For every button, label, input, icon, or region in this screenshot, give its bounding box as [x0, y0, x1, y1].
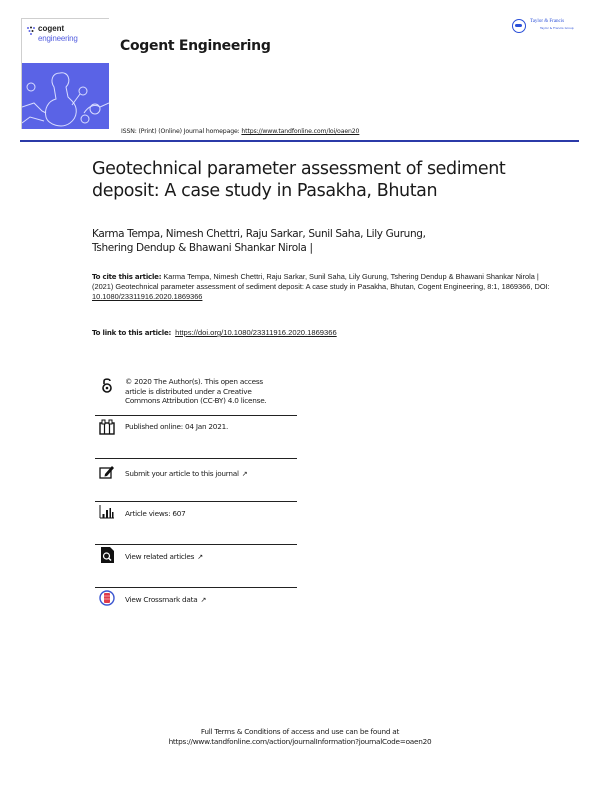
related-articles-item[interactable] — [95, 545, 297, 588]
cite-label: To cite this article: — [92, 273, 162, 281]
related-articles-link[interactable]: View related articles ↗ — [125, 552, 203, 561]
edit-icon — [99, 464, 115, 480]
journal-homepage-link[interactable]: https://www.tandfonline.com/loi/oaen20 — [241, 128, 360, 135]
footer-terms-text: Full Terms & Conditions of access and use can be found at — [200, 727, 400, 736]
cite-text: Karma Tempa, Nimesh Chettri, Raju Sarkar, Sunil Saha, Lily Gurung, Tshering Dendup & Bhawani Shankar Nirola | (2021) Geotechnical parameter assessment of sediment deposit: A case study in Pasakha, Bhutan, Cogent Engineering, 8:1, 1869366, DOI: — [92, 272, 550, 292]
tf-logo-text: Taylor & Francis — [530, 19, 565, 24]
footer — [0, 727, 600, 747]
tf-logo-subtext: Taylor & Francis Group — [540, 26, 574, 30]
external-link-icon: ↗ — [200, 596, 207, 604]
submit-article-link[interactable]: Submit your article to this journal ↗ — [125, 469, 248, 478]
published-date: Published online: 04 Jan 2021. — [125, 422, 229, 431]
cover-logo-text: cogent — [38, 24, 65, 33]
crossmark-item[interactable] — [95, 588, 297, 620]
external-link-icon: ↗ — [241, 470, 248, 478]
authors-line1: Karma Tempa, Nimesh Chettri, Raju Sarkar, Sunil Saha, Lily Gurung, — [92, 228, 426, 240]
molecule-illustration-icon — [22, 63, 109, 129]
cite-doi-link[interactable]: 10.1080/23311916.2020.1869366 — [92, 292, 203, 302]
author-list — [92, 228, 562, 255]
issn-line — [121, 128, 359, 135]
article-views-item — [95, 502, 297, 545]
crossmark-icon — [99, 590, 115, 606]
article-title-line1: Geotechnical parameter assessment of sediment — [92, 159, 506, 179]
journal-cover — [21, 18, 109, 129]
article-info-list — [95, 373, 297, 620]
header-divider — [20, 140, 579, 142]
cogent-logo-icon — [26, 26, 36, 35]
published-info — [95, 416, 297, 459]
tf-emblem-icon — [512, 19, 526, 33]
license-text: © 2020 The Author(s). This open access article is distributed under a Creative Commons Attribution (CC-BY) 4.0 license. — [125, 377, 267, 405]
journal-title: Cogent Engineering — [120, 38, 271, 54]
article-link-block — [92, 328, 562, 337]
footer-terms-link[interactable]: https://www.tandfonline.com/action/journalInformation?journalCode=oaen20 — [168, 737, 432, 746]
link-label: To link to this article: — [92, 329, 172, 337]
external-link-icon: ↗ — [197, 553, 203, 561]
authors-line2: Tshering Dendup & Bhawani Shankar Nirola | — [92, 241, 313, 254]
bar-chart-icon — [99, 504, 115, 520]
cover-logo-subtext: engineering — [38, 34, 78, 43]
issn-label: ISSN: (Print) (Online) Journal homepage: — [121, 128, 242, 135]
taylor-francis-logo[interactable] — [512, 17, 587, 37]
cover-logo-area — [22, 19, 109, 63]
open-access-icon — [99, 377, 115, 393]
cover-artwork — [22, 63, 109, 129]
article-title-line2: deposit: A case study in Pasakha, Bhutan — [92, 181, 438, 201]
search-document-icon — [99, 547, 115, 563]
submit-article-item[interactable] — [95, 459, 297, 502]
crossmark-link[interactable]: View Crossmark data ↗ — [125, 595, 207, 604]
article-views: Article views: 607 — [125, 509, 186, 518]
license-info — [95, 373, 297, 416]
calendar-icon — [99, 419, 115, 435]
citation-block — [92, 272, 562, 303]
article-doi-link[interactable]: https://doi.org/10.1080/23311916.2020.1869366 — [175, 328, 337, 337]
article-title — [92, 158, 562, 202]
